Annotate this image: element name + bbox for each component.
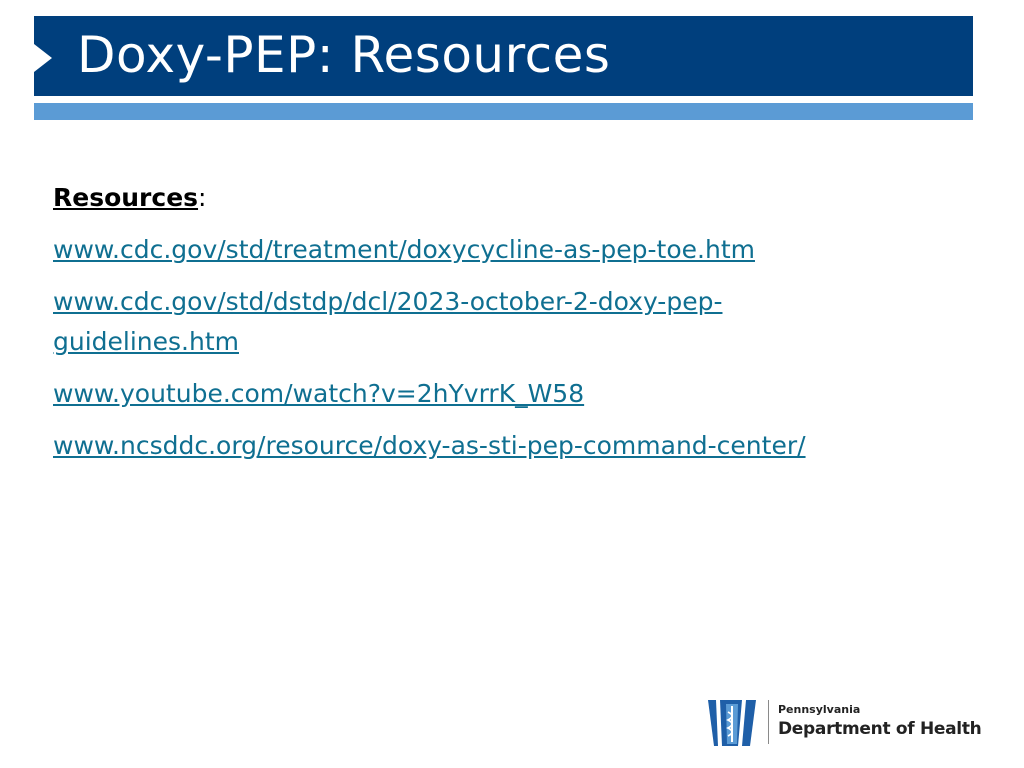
link-youtube-video[interactable]: www.youtube.com/watch?v=2hYvrrK_W58: [53, 379, 585, 408]
logo-divider: [768, 700, 769, 744]
resources-heading: Resources: [53, 183, 199, 212]
title-arrow-icon: [34, 44, 52, 72]
pa-department-of-health-logo: [706, 696, 982, 748]
link-cdc-doxy-pep-guidelines[interactable]: www.cdc.gov/std/dstdp/dcl/2023-october-2-doxy-pep-guidelines.htm: [53, 287, 723, 356]
logo-state-name: Pennsylvania: [778, 703, 861, 716]
heading-colon: :: [198, 183, 207, 212]
slide-title: Doxy-PEP: Resources: [77, 26, 611, 84]
resources-heading-line: [53, 178, 953, 218]
link-ncsddc-command-center[interactable]: www.ncsddc.org/resource/doxy-as-sti-pep-command-center/: [53, 431, 806, 460]
logo-department-name: Department of Health: [778, 719, 982, 739]
title-bar: [34, 16, 973, 96]
accent-bar: [34, 103, 973, 120]
link-cdc-doxycycline-pep[interactable]: www.cdc.gov/std/treatment/doxycycline-as-pep-toe.htm: [53, 235, 755, 264]
resources-section: [53, 178, 953, 478]
keystone-health-icon: [706, 698, 758, 748]
